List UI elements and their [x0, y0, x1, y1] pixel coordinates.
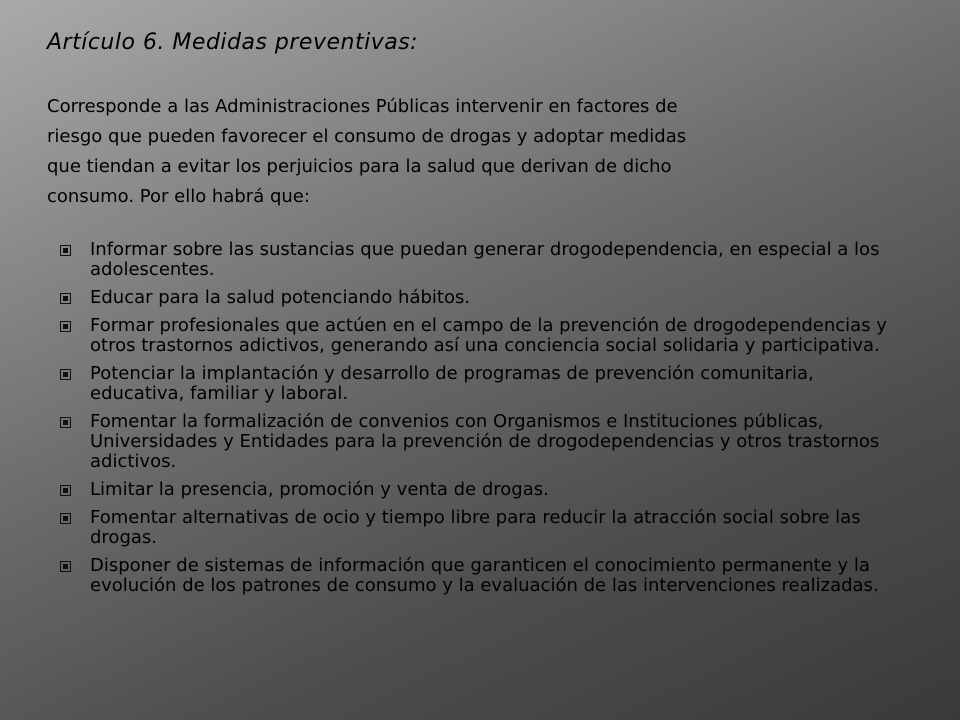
- list-item-text: Disponer de sistemas de información que garanticen el conocimiento permanente y la evolución de los patrones de consumo y la evaluación de las intervenciones realizadas.: [90, 555, 879, 596]
- list-item-text: Limitar la presencia, promoción y venta de drogas.: [90, 479, 549, 500]
- list-item: [60, 316, 910, 356]
- list-item: [60, 480, 910, 500]
- list-item: [60, 240, 910, 280]
- intro-paragraph: [47, 92, 917, 212]
- slide-title: Artículo 6. Medidas preventivas:: [47, 30, 419, 55]
- boxed-square-bullet-icon: [60, 245, 71, 256]
- list-item-text: Informar sobre las sustancias que puedan generar drogodependencia, en especial a los adolescentes.: [90, 239, 880, 280]
- intro-line: consumo. Por ello habrá que:: [47, 186, 310, 207]
- boxed-square-bullet-icon: [60, 561, 71, 572]
- list-item-text: Educar para la salud potenciando hábitos.: [90, 287, 471, 308]
- list-item: [60, 364, 910, 404]
- boxed-square-bullet-icon: [60, 321, 71, 332]
- boxed-square-bullet-icon: [60, 417, 71, 428]
- boxed-square-bullet-icon: [60, 293, 71, 304]
- intro-line: Corresponde a las Administraciones Públicas intervenir en factores de: [47, 96, 678, 117]
- boxed-square-bullet-icon: [60, 513, 71, 524]
- measures-list: [60, 240, 910, 604]
- intro-line: riesgo que pueden favorecer el consumo de drogas y adoptar medidas: [47, 126, 687, 147]
- list-item: [60, 556, 910, 596]
- boxed-square-bullet-icon: [60, 369, 71, 380]
- intro-line: que tiendan a evitar los perjuicios para la salud que derivan de dicho: [47, 156, 672, 177]
- list-item-text: Potenciar la implantación y desarrollo de programas de prevención comunitaria, educativa, familiar y laboral.: [90, 363, 814, 404]
- list-item-text: Fomentar alternativas de ocio y tiempo libre para reducir la atracción social sobre las drogas.: [90, 507, 861, 548]
- list-item: [60, 412, 910, 472]
- list-item: [60, 288, 910, 308]
- list-item-text: Fomentar la formalización de convenios con Organismos e Instituciones públicas, Universidades y Entidades para la prevención de drogodependencias y otros trastornos adictivos.: [90, 411, 880, 472]
- list-item: [60, 508, 910, 548]
- list-item-text: Formar profesionales que actúen en el campo de la prevención de drogodependencias y otros trastornos adictivos, generando así una conciencia social solidaria y participativa.: [90, 315, 887, 356]
- boxed-square-bullet-icon: [60, 485, 71, 496]
